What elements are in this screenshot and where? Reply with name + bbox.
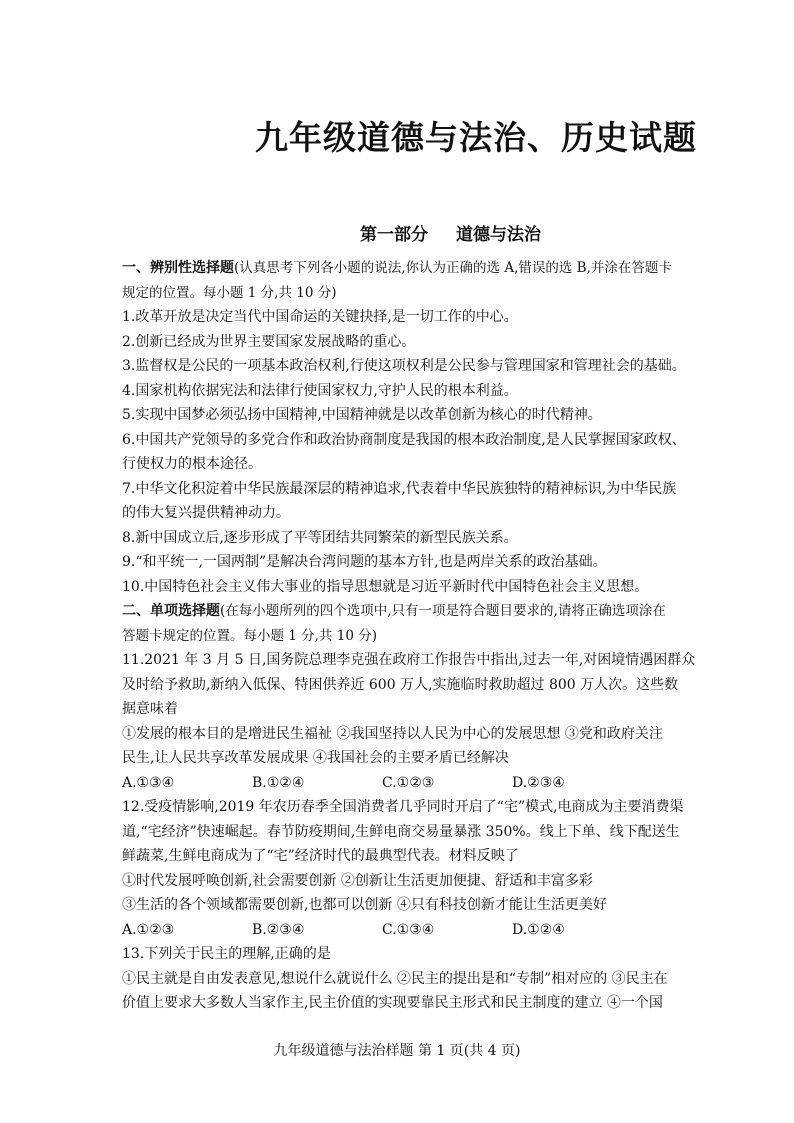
section1-desc-2: 规定的位置。每小题 1 分,共 10 分): [122, 284, 337, 301]
question-5: 5.实现中国梦必须弘扬中国精神,中国精神就是以改革创新为核心的时代精神。: [122, 407, 602, 423]
option-d: D.②③④: [512, 774, 565, 791]
section1-header: [122, 256, 750, 281]
question-11-options: [122, 771, 750, 796]
question-13-statements-2: 价值上要求大多数人当家作主,民主价值的实现要靠民主形式和民主制度的建立 ④一个国: [122, 995, 663, 1011]
option-c: C.①②③: [382, 774, 435, 791]
question-7: 7.中华文化积淀着中华民族最深层的精神追求,代表着中华民族独特的精神标识,为中华民族: [122, 480, 677, 497]
question-12-stem-3: 鲜蔬菜,生鲜电商成为了“宅”经济时代的最典型代表。材料反映了: [122, 848, 519, 864]
question-12-options: [122, 918, 750, 943]
question-6: 6.中国共产党领导的多党合作和政治协商制度是我国的根本政治制度,是人民掌握国家政权、: [122, 431, 686, 448]
option-a: A.①③④: [122, 774, 175, 791]
exam-content: [122, 256, 750, 1016]
section2-header: [122, 599, 750, 624]
question-13-stem: 13.下列关于民主的理解,正确的是: [122, 946, 331, 962]
section1-heading: 一、辨别性选择题: [122, 260, 234, 276]
part-heading: [360, 220, 541, 245]
section2-desc-1: (在每小题所列的四个选项中,只有一项是符合题目要求的,请将正确选项涂在: [220, 603, 666, 619]
option-c: C.①③④: [382, 921, 435, 938]
question-12-statements-1: ①时代发展呼唤创新,社会需要创新 ②创新让生活更加便捷、舒适和丰富多彩: [122, 872, 593, 889]
question-11-stem-2: 及时给予救助,新纳入低保、特困供养近 600 万人,实施临时救助超过 800 万人次。这些数: [122, 676, 679, 693]
question-1: 1.改革开放是决定当代中国命运的关键抉择,是一切工作的中心。: [122, 309, 518, 325]
question-2: 2.创新已经成为世界主要国家发展战略的重心。: [122, 333, 416, 350]
question-8: 8.新中国成立后,逐步形成了平等团结共同繁荣的新型民族关系。: [122, 529, 518, 546]
question-10: 10.中国特色社会主义伟大事业的指导思想就是习近平新时代中国特色社会主义思想。: [122, 578, 649, 595]
part-label: 第一部分: [360, 225, 428, 245]
question-6-cont: 行使权力的根本途径。: [122, 456, 262, 472]
option-a: A.①②③: [122, 921, 175, 938]
option-b: B.②③④: [252, 921, 305, 938]
section2-desc-2: 答题卡规定的位置。每小题 1 分,共 10 分): [122, 627, 377, 644]
question-11-stem-3: 据意味着: [122, 701, 178, 717]
question-13-statements-1: ①民主就是自由发表意见,想说什么就说什么 ②民主的提出是和“专制”相对应的 ③民主在: [122, 970, 668, 987]
part-name: 道德与法治: [456, 225, 541, 245]
option-d: D.①②④: [512, 921, 565, 938]
question-11-statements-2: 民生,让人民共享改革发展成果 ④我国社会的主要矛盾已经解决: [122, 750, 509, 766]
question-11-statements-1: ①发展的根本目的是增进民生福祉 ②我国坚持以人民为中心的发展思想 ③党和政府关注: [122, 725, 663, 742]
question-3: 3.监督权是公民的一项基本政治权利,行使这项权利是公民参与管理国家和管理社会的基础。: [122, 358, 686, 374]
exam-title: 九年级道德与法治、历史试题: [255, 118, 697, 157]
section1-desc-1: (认真思考下列各小题的说法,你认为正确的选 A,错误的选 B,并涂在答题卡: [234, 260, 672, 276]
question-12-statements-2: ③生活的各个领域都需要创新,也都可以创新 ④只有科技创新才能让生活更美好: [122, 897, 607, 913]
page-footer: 九年级道德与法治样题 第 1 页(共 4 页): [273, 1043, 521, 1059]
option-b: B.①②④: [252, 774, 305, 791]
question-12-stem-2: 道,“宅经济”快速崛起。春节防疫期间,生鲜电商交易量暴涨 350%。线上下单、线下配送生: [122, 823, 680, 840]
question-11-stem-1: 11.2021 年 3 月 5 日,国务院总理李克强在政府工作报告中指出,过去一年,对困境情遇困群众: [122, 652, 696, 668]
question-7-cont: 的伟大复兴提供精神动力。: [122, 505, 290, 521]
question-4: 4.国家机构依据宪法和法律行使国家权力,守护人民的根本利益。: [122, 382, 518, 399]
question-9: 9.“和平统一,一国两制”是解决台湾问题的基本方针,也是两岸关系的政治基础。: [122, 554, 607, 570]
section2-heading: 二、单项选择题: [122, 603, 220, 619]
question-12-stem-1: 12.受疫情影响,2019 年农历春季全国消费者几乎同时开启了“宅”模式,电商成为主要消费渠: [122, 799, 684, 815]
